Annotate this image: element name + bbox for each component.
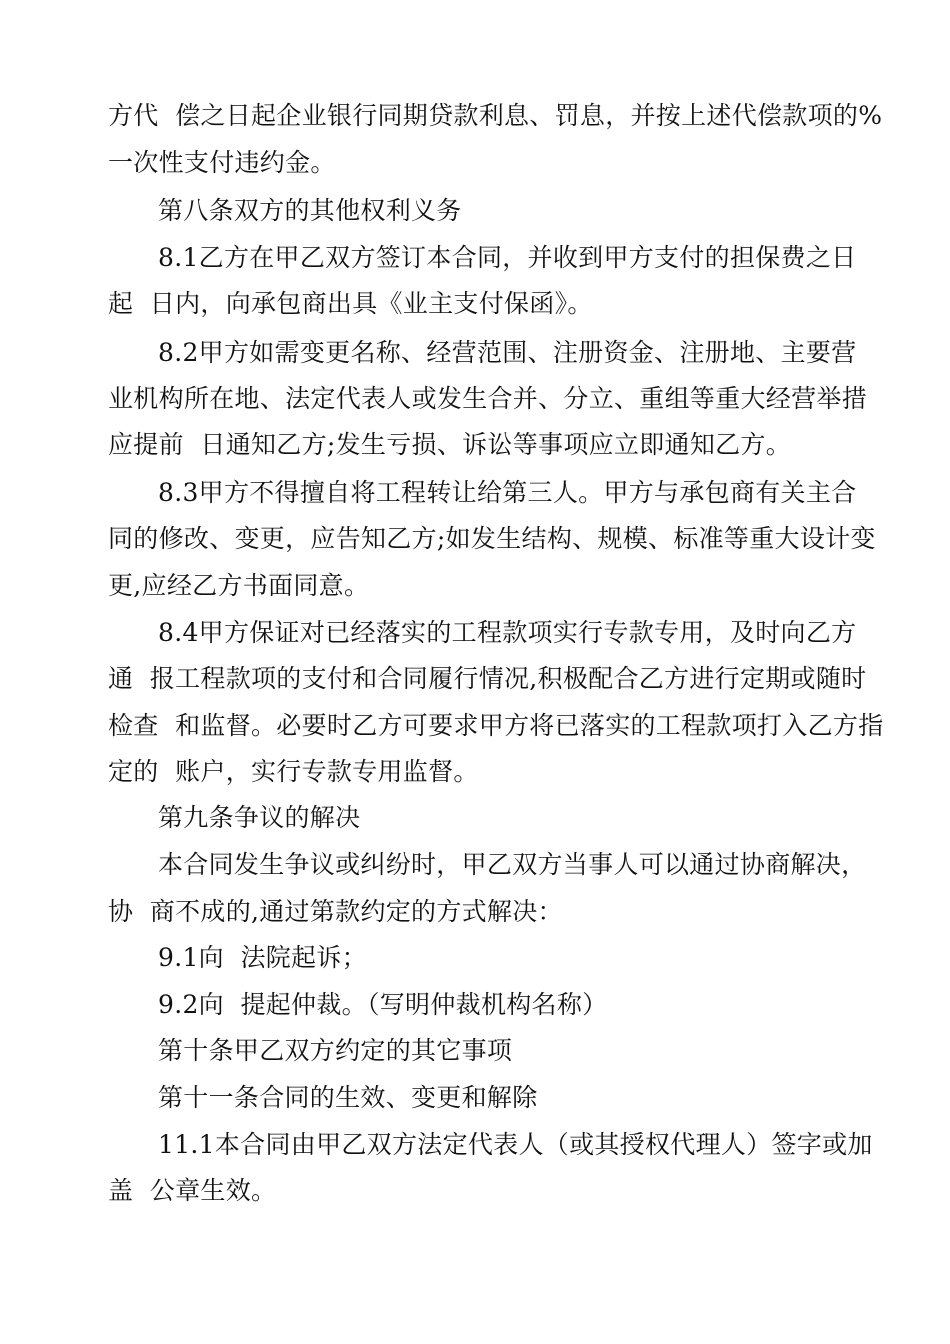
text-line: 起 日内，向承包商出具《业主支付保函》。: [108, 289, 593, 318]
article-8-heading: 第八条双方的其他权利义务: [158, 196, 462, 225]
clause-9-2: 9.2向 提起仲裁。（写明仲裁机构名称）: [158, 990, 608, 1019]
clause-9-1: 9.1向 法院起诉；: [158, 943, 367, 972]
text-line: 本合同发生争议或纠纷时，甲乙双方当事人可以通过协商解决，: [158, 850, 867, 879]
text-line: 业机构所在地、法定代表人或发生合并、分立、重组等重大经营举措: [108, 384, 868, 413]
clause-8-3: 8.3甲方不得擅自将工程转让给第三人。甲方与承包商有关主合: [158, 478, 857, 507]
text-line: 同的修改、变更，应告知乙方;如发生结构、规模、标准等重大设计变: [108, 524, 876, 553]
clause-8-2: 8.2甲方如需变更名称、经营范围、注册资金、注册地、主要营: [158, 338, 857, 367]
text-line: 检查 和监督。必要时乙方可要求甲方将已落实的工程款项打入乙方指: [108, 711, 884, 740]
text-line: 协 商不成的,通过第款约定的方式解决：: [108, 897, 563, 926]
text-line: 一次性支付违约金。: [108, 148, 336, 177]
article-10-heading: 第十条甲乙双方约定的其它事项: [158, 1036, 513, 1065]
clause-8-1: 8.1乙方在甲乙双方签订本合同，并收到甲方支付的担保费之日: [158, 243, 857, 272]
article-9-heading: 第九条争议的解决: [158, 803, 361, 832]
clause-8-4: 8.4甲方保证对已经落实的工程款项实行专款专用，及时向乙方: [158, 618, 857, 647]
text-line: 方代 偿之日起企业银行同期贷款利息、罚息，并按上述代偿款项的%: [108, 101, 883, 130]
text-line: 更,应经乙方书面同意。: [108, 571, 370, 600]
text-line: 应提前 日通知乙方;发生亏损、诉讼等事项应立即通知乙方。: [108, 430, 792, 459]
text-line: 定的 账户，实行专款专用监督。: [108, 757, 479, 786]
text-line: 盖 公章生效。: [108, 1176, 277, 1205]
clause-11-1: 11.1本合同由甲乙双方法定代表人（或其授权代理人）签字或加: [158, 1130, 873, 1159]
text-line: 通 报工程款项的支付和合同履行情况,积极配合乙方进行定期或随时: [108, 664, 867, 693]
article-11-heading: 第十一条合同的生效、变更和解除: [158, 1083, 538, 1112]
